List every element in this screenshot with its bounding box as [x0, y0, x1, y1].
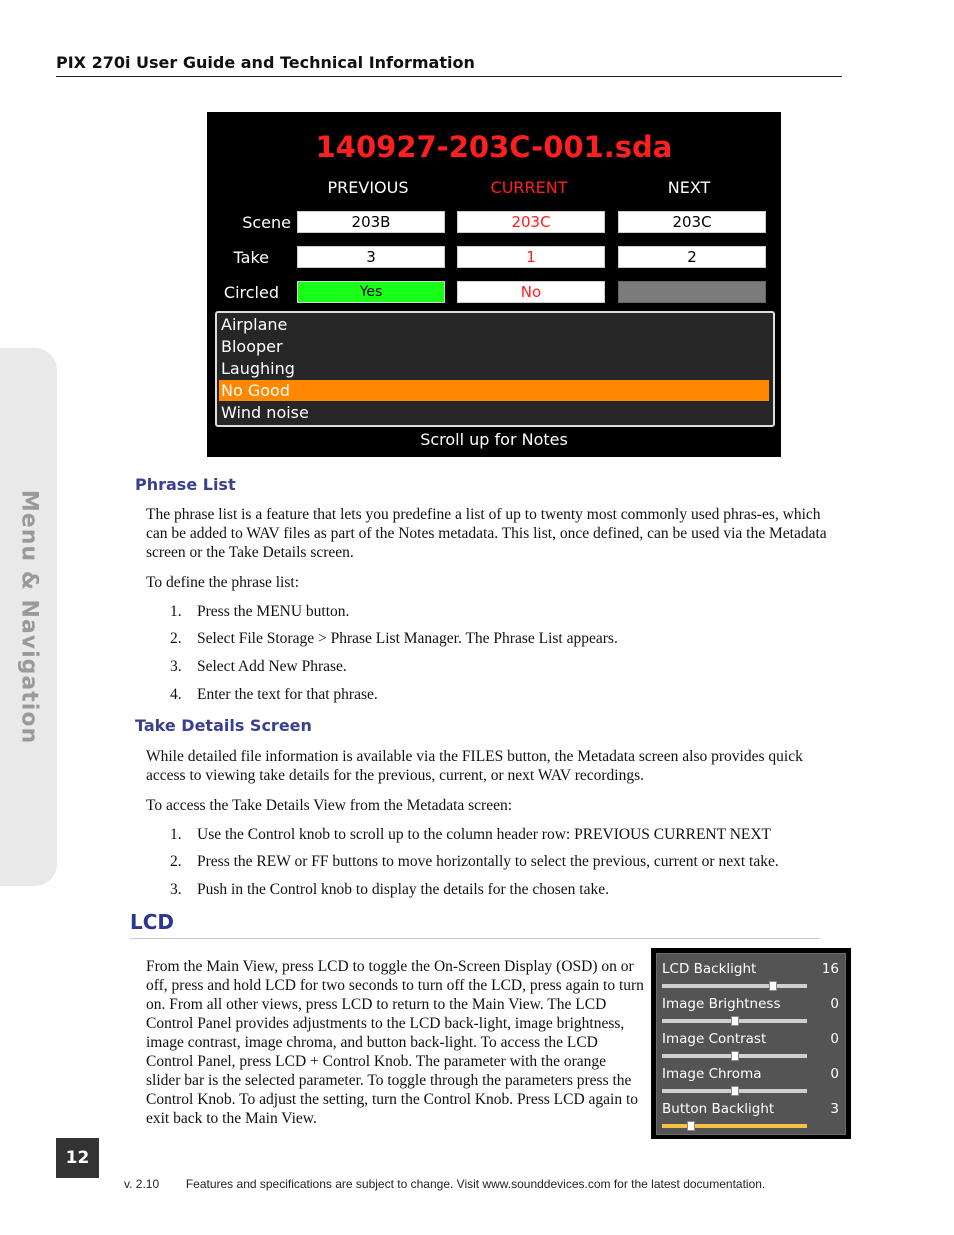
- header-title: PIX 270i User Guide and Technical Information: [56, 53, 475, 72]
- phrase-step: 1. Press the MENU button.: [170, 603, 350, 620]
- col-header-current: CURRENT: [490, 178, 568, 197]
- take-step: 2. Press the REW or FF buttons to move horizontally to select the previous, current or next take.: [170, 853, 779, 870]
- lcd-slider-thumb: [731, 1051, 739, 1061]
- cell-take-next: 2: [618, 246, 766, 268]
- page-footer: [124, 1177, 765, 1191]
- cell-circled-current: No: [457, 281, 605, 303]
- lcd-slider-track: [662, 1054, 807, 1058]
- lcd-control-panel-figure: [651, 948, 851, 1139]
- cell-take-previous: 3: [297, 246, 445, 268]
- phrase-step: 4. Enter the text for that phrase.: [170, 686, 378, 703]
- lcd-param-value: 16: [821, 961, 839, 977]
- lcd-param-label: Button Backlight: [662, 1101, 775, 1117]
- lcd-slider-track: [662, 984, 807, 988]
- cell-scene-next: 203C: [618, 211, 766, 233]
- lcd-slider-thumb: [769, 981, 777, 991]
- phrase-step: 2. Select File Storage > Phrase List Manager. The Phrase List appears.: [170, 630, 618, 647]
- phrase-item: Airplane: [221, 315, 288, 334]
- take-step: 3. Push in the Control knob to display the details for the chosen take.: [170, 881, 609, 898]
- lcd-param-label: LCD Backlight: [662, 961, 757, 977]
- row-label-circled: Circled: [223, 283, 279, 302]
- lcd-para: From the Main View, press LCD to toggle the On-Screen Display (OSD) on or off, press and hold LCD for two seconds to turn off the LCD, press again to turn on. From all other views, press LCD to return to the Main View. The LCD Control Panel provides adjustments to the LCD back-light, image brightness, image contrast, image chroma, and button back-light. To access the LCD Control Panel, press LCD + Control Knob. The parameter with the orange slider bar is the selected parameter. To toggle through the parameters press the Control Knob. To adjust the setting, turn the Control Knob. Press LCD again to exit back to the Main View.: [146, 958, 644, 1127]
- phrase-item-selected: No Good: [219, 380, 769, 401]
- take-details-heading: Take Details Screen: [135, 716, 312, 735]
- take-step: 1. Use the Control knob to scroll up to the column header row: PREVIOUS CURRENT NEXT: [170, 826, 772, 843]
- lcd-param-label: Image Chroma: [662, 1066, 762, 1082]
- scroll-note: Scroll up for Notes: [420, 430, 568, 449]
- side-tab: [0, 348, 57, 886]
- take-details-para2: To access the Take Details View from the Metadata screen:: [146, 797, 513, 814]
- phrase-list-box: [215, 311, 775, 427]
- lcd-slider-thumb: [731, 1086, 739, 1096]
- side-tab-label: Menu & Navigation: [16, 489, 41, 745]
- footer-text: Features and specifications are subject to change. Visit www.sounddevices.com for the latest documentation.: [185, 1177, 766, 1191]
- lcd-panel-inner: [656, 953, 846, 1135]
- lcd-slider-thumb: [731, 1016, 739, 1026]
- cell-circled-previous: Yes: [297, 281, 445, 303]
- phrase-list-para1: The phrase list is a feature that lets you predefine a list of up to twenty most commonly used phras-es, which can be added to WAV files as part of the Notes metadata. This list, once defined, can be used via the Metadata screen or the Take Details screen.: [146, 506, 827, 561]
- lcd-slider-thumb: [687, 1121, 695, 1131]
- lcd-param-value: 0: [830, 1031, 839, 1047]
- lcd-slider-track: [662, 1089, 807, 1093]
- row-label-scene: Scene: [242, 213, 291, 232]
- page-header: [56, 52, 842, 77]
- lcd-heading: LCD: [130, 910, 175, 934]
- phrase-step: 3. Select Add New Phrase.: [170, 658, 347, 675]
- lcd-heading-rule: [130, 938, 820, 939]
- lcd-slider-track: [662, 1019, 807, 1023]
- cell-scene-previous: 203B: [297, 211, 445, 233]
- col-header-next: NEXT: [667, 178, 711, 197]
- col-header-previous: PREVIOUS: [327, 178, 409, 197]
- lcd-param-value: 3: [830, 1101, 839, 1117]
- page-number: 12: [56, 1138, 99, 1178]
- phrase-item: Blooper: [221, 337, 283, 356]
- phrase-list-heading: Phrase List: [135, 475, 236, 494]
- metadata-screen-figure: [207, 112, 781, 457]
- cell-circled-next: [618, 281, 766, 303]
- row-label-take: Take: [233, 248, 269, 267]
- lcd-param-value: 0: [830, 1066, 839, 1082]
- phrase-item: Wind noise: [221, 403, 309, 422]
- lcd-slider-track-selected: [662, 1124, 807, 1128]
- lcd-param-label: Image Contrast: [662, 1031, 767, 1047]
- cell-take-current: 1: [457, 246, 605, 268]
- take-details-para1: While detailed file information is available via the FILES button, the Metadata screen also provides quick access to viewing take details for the previous, current, or next WAV recordings.: [146, 748, 803, 784]
- phrase-list-para2: To define the phrase list:: [146, 574, 300, 591]
- phrase-item: Laughing: [221, 359, 295, 378]
- cell-scene-current: 203C: [457, 211, 605, 233]
- lcd-param-label: Image Brightness: [662, 996, 781, 1012]
- lcd-param-value: 0: [830, 996, 839, 1012]
- screen-filename: 140927-203C-001.sda: [315, 130, 673, 164]
- footer-version: v. 2.10: [124, 1177, 160, 1191]
